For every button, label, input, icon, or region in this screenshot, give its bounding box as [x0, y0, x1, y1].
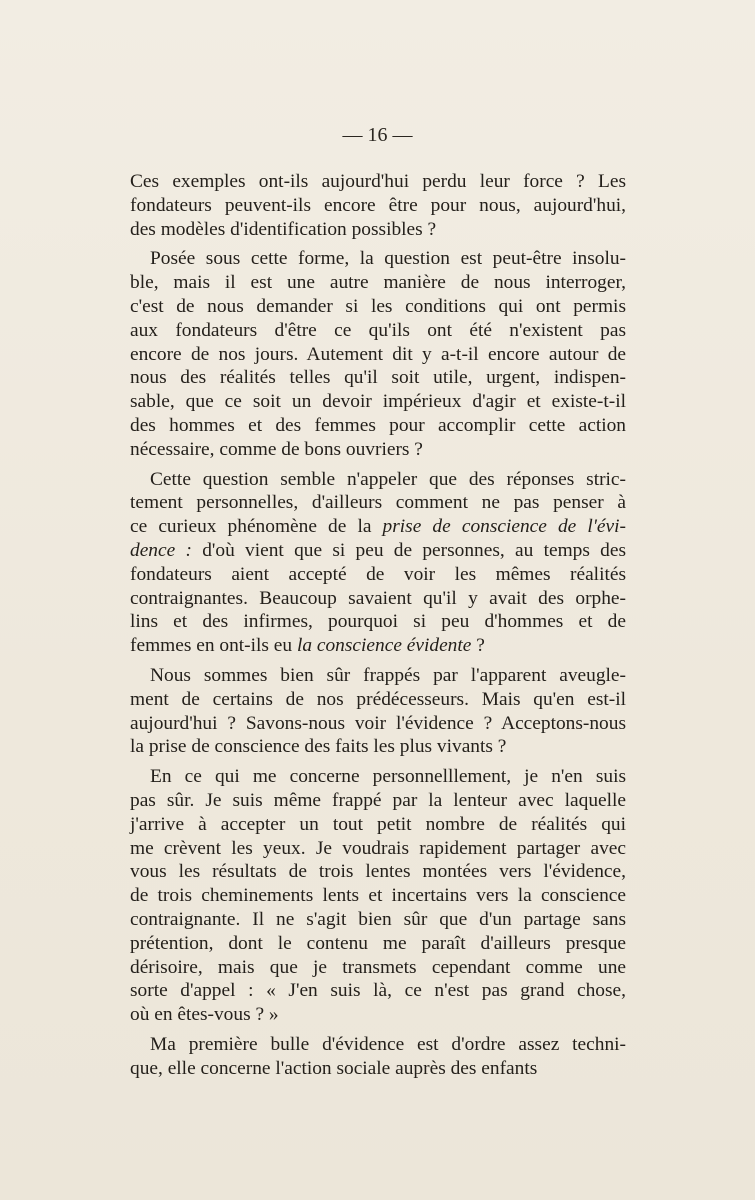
text-line: que, elle concerne l'action sociale auprès des enfants: [130, 1057, 538, 1079]
text-line: c'est de nous demander si les conditions qui ont permis: [130, 295, 626, 317]
paragraph: [130, 1033, 626, 1081]
text-line: lins et des infirmes, pourquoi si peu d'hommes et de: [130, 611, 626, 633]
text-line: vous les résultats de trois lentes montées vers l'évidence,: [130, 861, 626, 883]
text-line: sorte d'appel : « J'en suis là, ce n'est pas grand chose,: [130, 980, 626, 1002]
text-line: ce curieux phénomène de la prise de conscience de l'évi-: [130, 516, 626, 538]
page-number: — 16 —: [342, 124, 413, 146]
text-line: fondateurs aient accepté de voir les mêmes réalités: [130, 563, 626, 585]
paragraph: [130, 468, 626, 658]
body-text: [130, 170, 626, 1086]
text-line: encore de nos jours. Autement dit y a-t-il encore autour de: [130, 343, 626, 365]
paragraph: [130, 765, 626, 1027]
text-line: ment de certains de nos prédécesseurs. Mais qu'en est-il: [130, 688, 626, 710]
text-line: tement personnelles, d'ailleurs comment ne pas penser à: [130, 492, 626, 514]
text-line: des hommes et des femmes pour accomplir cette action: [130, 414, 626, 436]
text-line: ble, mais il est une autre manière de nous interroger,: [130, 272, 626, 294]
text-line: femmes en ont-ils eu la conscience évidente ?: [130, 635, 485, 657]
text-line: En ce qui me concerne personnelllement, je n'en suis: [150, 766, 626, 788]
text-line: Ma première bulle d'évidence est d'ordre assez techni-: [150, 1033, 626, 1055]
text-line: la prise de conscience des faits les plus vivants ?: [130, 736, 507, 758]
text-line: prétention, dont le contenu me paraît d'ailleurs presque: [130, 932, 626, 954]
text-line: sable, que ce soit un devoir impérieux d'agir et existe-t-il: [130, 391, 626, 413]
text-line: me crèvent les yeux. Je voudrais rapidement partager avec: [130, 837, 626, 859]
text-line: aux fondateurs d'être ce qu'ils ont été n'existent pas: [130, 319, 626, 341]
text-line: Posée sous cette forme, la question est peut-être insolu-: [150, 248, 626, 270]
text-line: j'arrive à accepter un tout petit nombre de réalités qui: [130, 813, 626, 835]
text-line: où en êtes-vous ? »: [130, 1004, 279, 1026]
text-line: contraignante. Il ne s'agit bien sûr que d'un partage sans: [130, 908, 626, 930]
text-line: de trois cheminements lents et incertains vers la conscience: [130, 885, 626, 907]
text-line: pas sûr. Je suis même frappé par la lenteur avec laquelle: [130, 789, 626, 811]
paragraph: [130, 664, 626, 759]
text-line: Cette question semble n'appeler que des réponses stric-: [150, 468, 626, 490]
text-line: nécessaire, comme de bons ouvriers ?: [130, 438, 423, 460]
text-line: Nous sommes bien sûr frappés par l'apparent aveugle-: [150, 664, 626, 686]
text-line: des modèles d'identification possibles ?: [130, 218, 437, 240]
text-line: dérisoire, mais que je transmets cependant comme une: [130, 956, 626, 978]
text-line: contraignantes. Beaucoup savaient qu'il y avait des orphe-: [130, 587, 626, 609]
paragraph: [130, 170, 626, 241]
text-line: dence : d'où vient que si peu de personnes, au temps des: [130, 539, 627, 561]
text-line: fondateurs peuvent-ils encore être pour nous, aujourd'hui,: [130, 194, 626, 216]
text-line: nous des réalités telles qu'il soit utile, urgent, indispen-: [130, 367, 626, 389]
text-line: Ces exemples ont-ils aujourd'hui perdu leur force ? Les: [130, 171, 626, 192]
paragraph: [130, 247, 626, 461]
text-line: aujourd'hui ? Savons-nous voir l'évidence ? Acceptons-nous: [130, 712, 626, 734]
